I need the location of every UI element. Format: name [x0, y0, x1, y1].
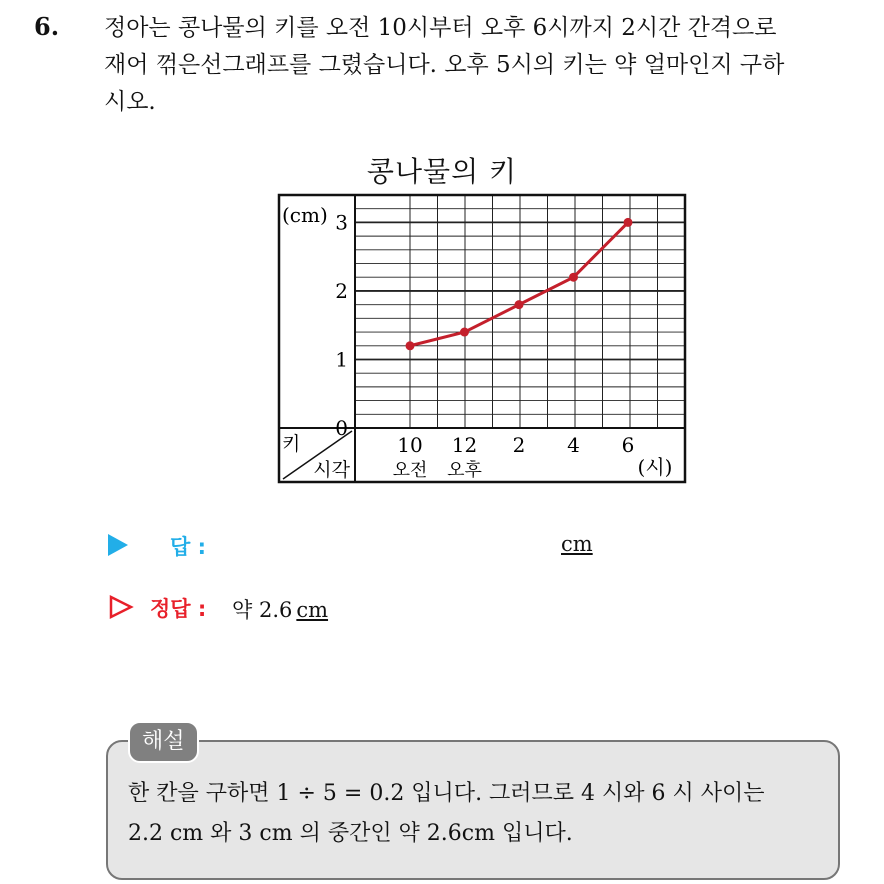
data-point	[406, 341, 415, 350]
question-number: 6.	[34, 12, 60, 41]
x-tick-sublabel: 오후	[447, 460, 482, 481]
chart-title: 콩나물의 키	[366, 155, 518, 188]
answer-row	[108, 530, 608, 564]
x-tick-label: 12	[451, 433, 478, 457]
corner-label-top: 키	[282, 433, 301, 455]
x-axis-unit-label: (시)	[637, 455, 673, 479]
answer-triangle-icon	[108, 534, 128, 556]
solution-value	[232, 594, 328, 624]
corner-label-bottom: 시각	[313, 459, 350, 481]
question-line: 시오.	[104, 89, 156, 115]
solution-label: 정답 :	[150, 597, 207, 621]
y-tick-label: 2	[335, 278, 348, 303]
y-tick-label: 3	[335, 210, 348, 235]
chart-grid	[355, 195, 685, 428]
y-axis-unit-label: (cm)	[282, 203, 328, 227]
x-tick-label: 2	[512, 433, 526, 457]
data-point	[624, 218, 633, 227]
explanation-line: 2.2 cm 와 3 cm 의 중간인 약 2.6cm 입니다.	[128, 821, 573, 846]
solution-number: 약 2.6	[232, 598, 293, 622]
data-point	[515, 300, 524, 309]
solution-unit: cm	[296, 598, 329, 622]
y-tick-label: 1	[335, 347, 348, 372]
chart-series	[406, 218, 633, 350]
explanation-tab: 해설	[128, 721, 199, 763]
data-point	[460, 328, 469, 337]
explanation-line: 한 칸을 구하면 1 ÷ 5 = 0.2 입니다. 그러므로 4 시와 6 시 사이는	[128, 781, 765, 806]
answer-label: 답 :	[170, 535, 206, 559]
y-tick-label: 0	[335, 416, 348, 440]
chart-ticks	[282, 203, 672, 481]
x-tick-sublabel: 오전	[392, 460, 428, 481]
series-line	[410, 222, 628, 345]
question-line: 정아는 콩나물의 키를 오전 10시부터 오후 6시까지 2시간 간격으로	[104, 15, 777, 41]
solution-row	[108, 592, 508, 626]
question-line: 재어 꺾은선그래프를 그렸습니다. 오후 5시의 키는 약 얼마인지 구하	[104, 52, 785, 78]
x-tick-label: 6	[621, 433, 635, 457]
explanation-text	[128, 774, 828, 854]
solution-triangle-outline-icon	[108, 594, 134, 620]
x-tick-label: 10	[397, 433, 423, 457]
answer-unit[interactable]: cm	[561, 532, 593, 556]
x-tick-label: 4	[567, 433, 580, 457]
data-point	[569, 273, 578, 282]
